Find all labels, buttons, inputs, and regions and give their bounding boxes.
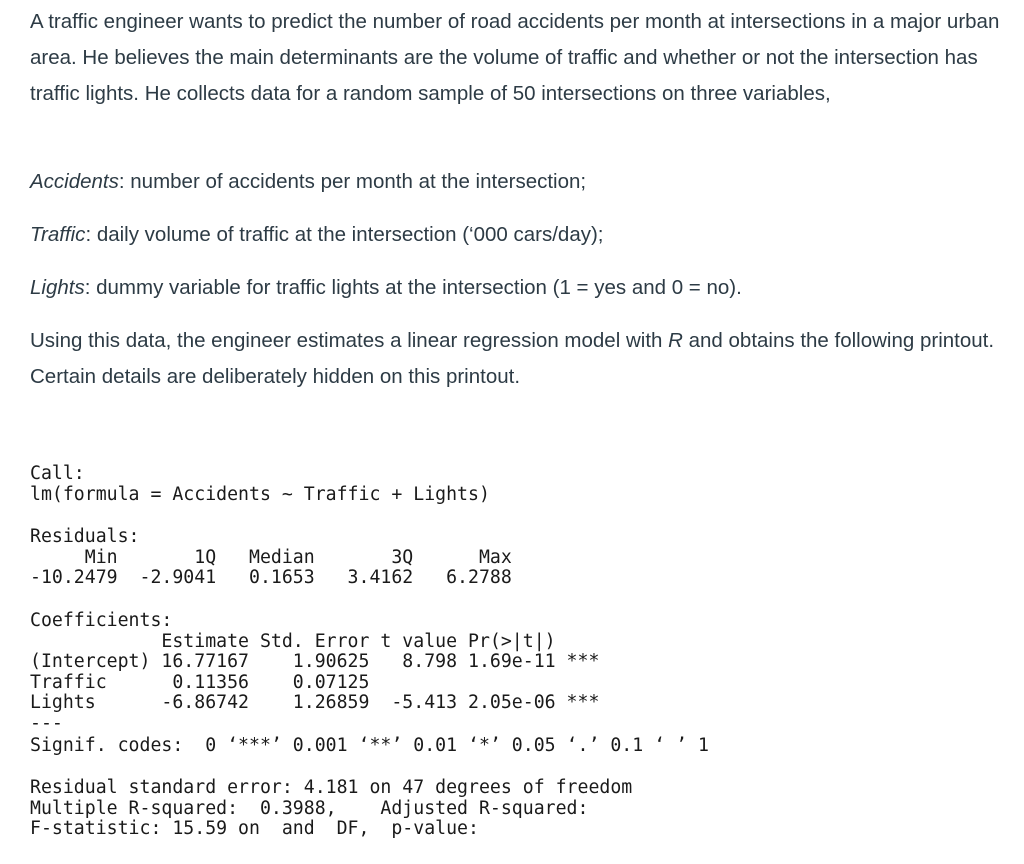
variable-name: Accidents: [30, 170, 119, 193]
variable-name: Traffic: [30, 223, 86, 246]
variable-accidents: [30, 164, 586, 200]
variable-name: Lights: [30, 276, 85, 299]
signif-codes: Signif. codes: 0 ‘***’ 0.001 ‘**’ 0.01 ‘*’ 0.05 ‘.’ 0.1 ‘ ’ 1: [30, 735, 709, 756]
variable-description: : daily volume of traffic at the intersection (‘000 cars/day);: [85, 223, 604, 246]
using-text-after: and obtains the following printout. Certain details are deliberately hidden on this printout.: [30, 329, 995, 388]
using-text-before: Using this data, the engineer estimates a linear regression model with: [30, 329, 669, 352]
regression-call: Call: lm(formula = Accidents ~ Traffic + Lights): [30, 463, 490, 505]
coefficients-table: Coefficients: Estimate Std. Error t value Pr(>|t|) (Intercept) 16.77167 1.90625 8.798 1.69e-11 *** Traffic 0.11356 0.07125 Lights -6.86742 1.26859 -5.413 2.05e-06 *** ---: [30, 610, 600, 734]
residuals-table: Residuals: Min 1Q Median 3Q Max -10.2479 -2.9041 0.1653 3.4162 6.2788: [30, 526, 512, 588]
variable-description: : number of accidents per month at the intersection;: [118, 170, 587, 193]
intro-paragraph: A traffic engineer wants to predict the number of road accidents per month at intersections in a major urban area. He believes the main determinants are the volume of traffic and whether or not the intersection has traffic lights. He collects data for a random sample of 50 intersections on three variables,: [30, 10, 1000, 105]
r-software-name: R: [668, 329, 683, 352]
model-summary: Residual standard error: 4.181 on 47 degrees of freedom Multiple R-squared: 0.3988, Adjusted R-squared: F-statistic: 15.59 on and DF, p-value:: [30, 777, 633, 839]
variable-traffic: [30, 217, 604, 253]
variable-lights: [30, 270, 742, 306]
using-paragraph: [30, 323, 1000, 395]
variable-description: : dummy variable for traffic lights at the intersection (1 = yes and 0 = no).: [84, 276, 742, 299]
